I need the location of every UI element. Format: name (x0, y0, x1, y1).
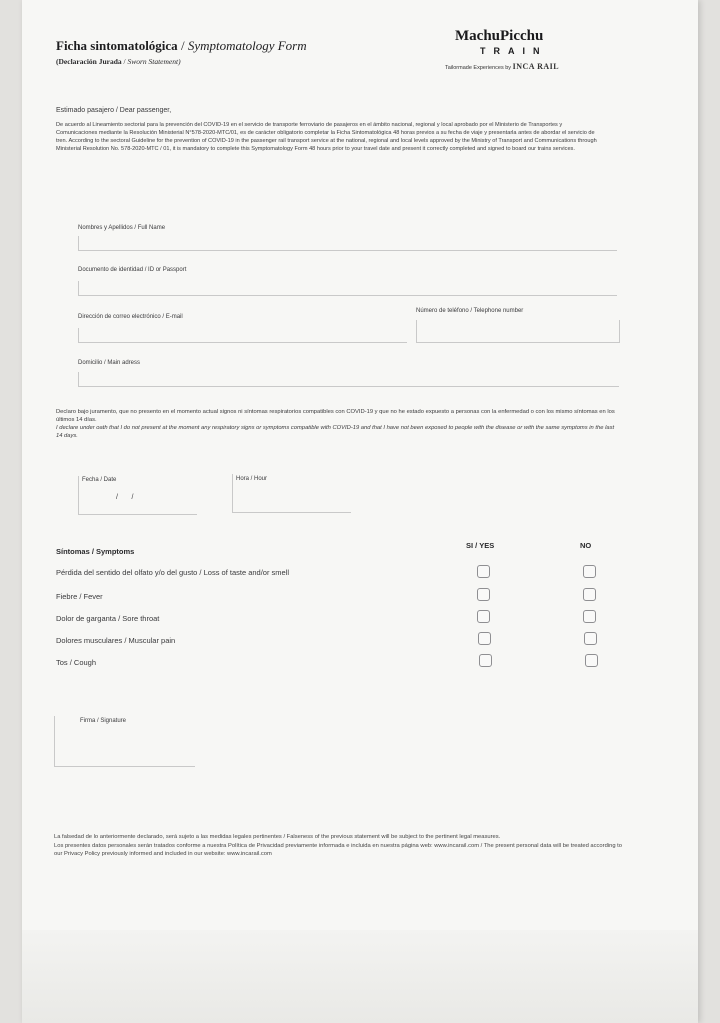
sworn-declaration (56, 408, 616, 440)
time-label: Hora / Hour (236, 476, 268, 482)
form-subtitle: (Declaración Jurada / Sworn Statement) (56, 57, 181, 66)
legal-note: La falsedad de lo anteriormente declarado, será sujeto a las medidas legales pertinentes / Falseness of the previous statement will be subject to the pertinent legal measures. (54, 834, 501, 840)
email-field[interactable] (78, 328, 407, 343)
declaration-es: Declaro bajo juramento, que no presento en el momento actual signos ni síntomas respiratorios compatibles con COVID-19 y que no he estado expuesto a personas con la enfermedad o con los mismo síntomas en los últimos 14 días. (56, 409, 615, 423)
symptom-yes-checkbox[interactable] (477, 610, 490, 623)
address-field[interactable] (78, 372, 619, 387)
full-name-label: Nombres y Apellidos / Full Name (78, 225, 166, 231)
time-field[interactable] (232, 474, 351, 513)
symptom-no-checkbox[interactable] (583, 565, 596, 578)
symptom-label: Tos / Cough (56, 658, 97, 667)
symptoms-header: Síntomas / Symptoms (56, 547, 135, 556)
phone-field[interactable] (416, 320, 620, 343)
signature-label: Firma / Signature (80, 718, 127, 724)
symptom-label: Dolor de garganta / Sore throat (56, 614, 160, 623)
greeting: Estimado pasajero / Dear passenger, (56, 107, 172, 114)
full-name-field[interactable] (78, 236, 617, 251)
declaration-en: I declare under oath that I do not present at the moment any respiratory signs or symptoms compatible with COVID-19 and that I have not been exposed to people with the disease or with the same symptoms in the last 14 days. (56, 425, 615, 439)
logo-tagline: Tailormade Experiences by INCA RAIL (445, 62, 560, 71)
symptom-no-checkbox[interactable] (584, 632, 597, 645)
symptom-no-checkbox[interactable] (583, 588, 596, 601)
phone-label: Número de teléfono / Telephone number (416, 308, 524, 314)
email-label: Dirección de correo electrónico / E-mail (78, 314, 183, 320)
symptom-yes-checkbox[interactable] (477, 565, 490, 578)
symptom-yes-checkbox[interactable] (478, 632, 491, 645)
privacy-note: Los presentes datos personales serán tratados conforme a nuestra Política de Privacidad previamente informada e incluida en nuestra página web: www.incarail.com / The present personal data will be treated according to our Privacy Policy previously informed and included in our website: www.incarail.com (54, 842, 622, 857)
no-column-header: NO (580, 541, 592, 550)
date-label: Fecha / Date (82, 477, 117, 483)
symptom-no-checkbox[interactable] (585, 654, 598, 667)
id-field[interactable] (78, 281, 617, 296)
address-label: Domicilio / Main adress (78, 360, 141, 366)
signature-field[interactable] (54, 716, 195, 767)
symptom-yes-checkbox[interactable] (479, 654, 492, 667)
symptom-no-checkbox[interactable] (583, 610, 596, 623)
symptom-label: Fiebre / Fever (56, 592, 103, 601)
date-value: / / (116, 494, 134, 501)
form-title: Ficha sintomatológica / Symptomatology Form (56, 38, 307, 53)
yes-column-header: SI / YES (466, 541, 495, 550)
logo-train-word: TRAIN (480, 46, 548, 56)
symptom-label: Pérdida del sentido del olfato y/o del gusto / Loss of taste and/or smell (56, 568, 290, 577)
intro-paragraph: De acuerdo al Lineamiento sectorial para la prevención del COVID-19 en el servicio de transporte ferroviario de pasajeros en el ámbito nacional, regional y local aprobado por el Ministerio de Transportes y Comunicaciones mediante la Resolución Ministerial N°578-2020-MTC/01, es de carácter obligatorio completar la Ficha Sintomatológica 48 horas previos a su fecha de viaje y presentarla antes de abordar el servicio de tren. According to the sectoral Guideline for the prevention of COVID-19 in the passenger rail transport service at the national, regional and local levels approved by the Ministry of Transport and Communications through Ministerial Resolution No. 578-2020-MTC / 01, it is mandatory to complete this Symptomatology Form 48 hours prior to your travel date and present it correctly completed and signed to board our trains services. (56, 122, 597, 152)
legal-footer (54, 833, 624, 859)
page-bottom-area (22, 930, 698, 1023)
id-label: Documento de identidad / ID or Passport (78, 267, 187, 273)
logo: MachuPicchu (455, 28, 544, 44)
symptom-label: Dolores musculares / Muscular pain (56, 636, 176, 645)
symptom-yes-checkbox[interactable] (477, 588, 490, 601)
date-field[interactable] (78, 476, 197, 515)
